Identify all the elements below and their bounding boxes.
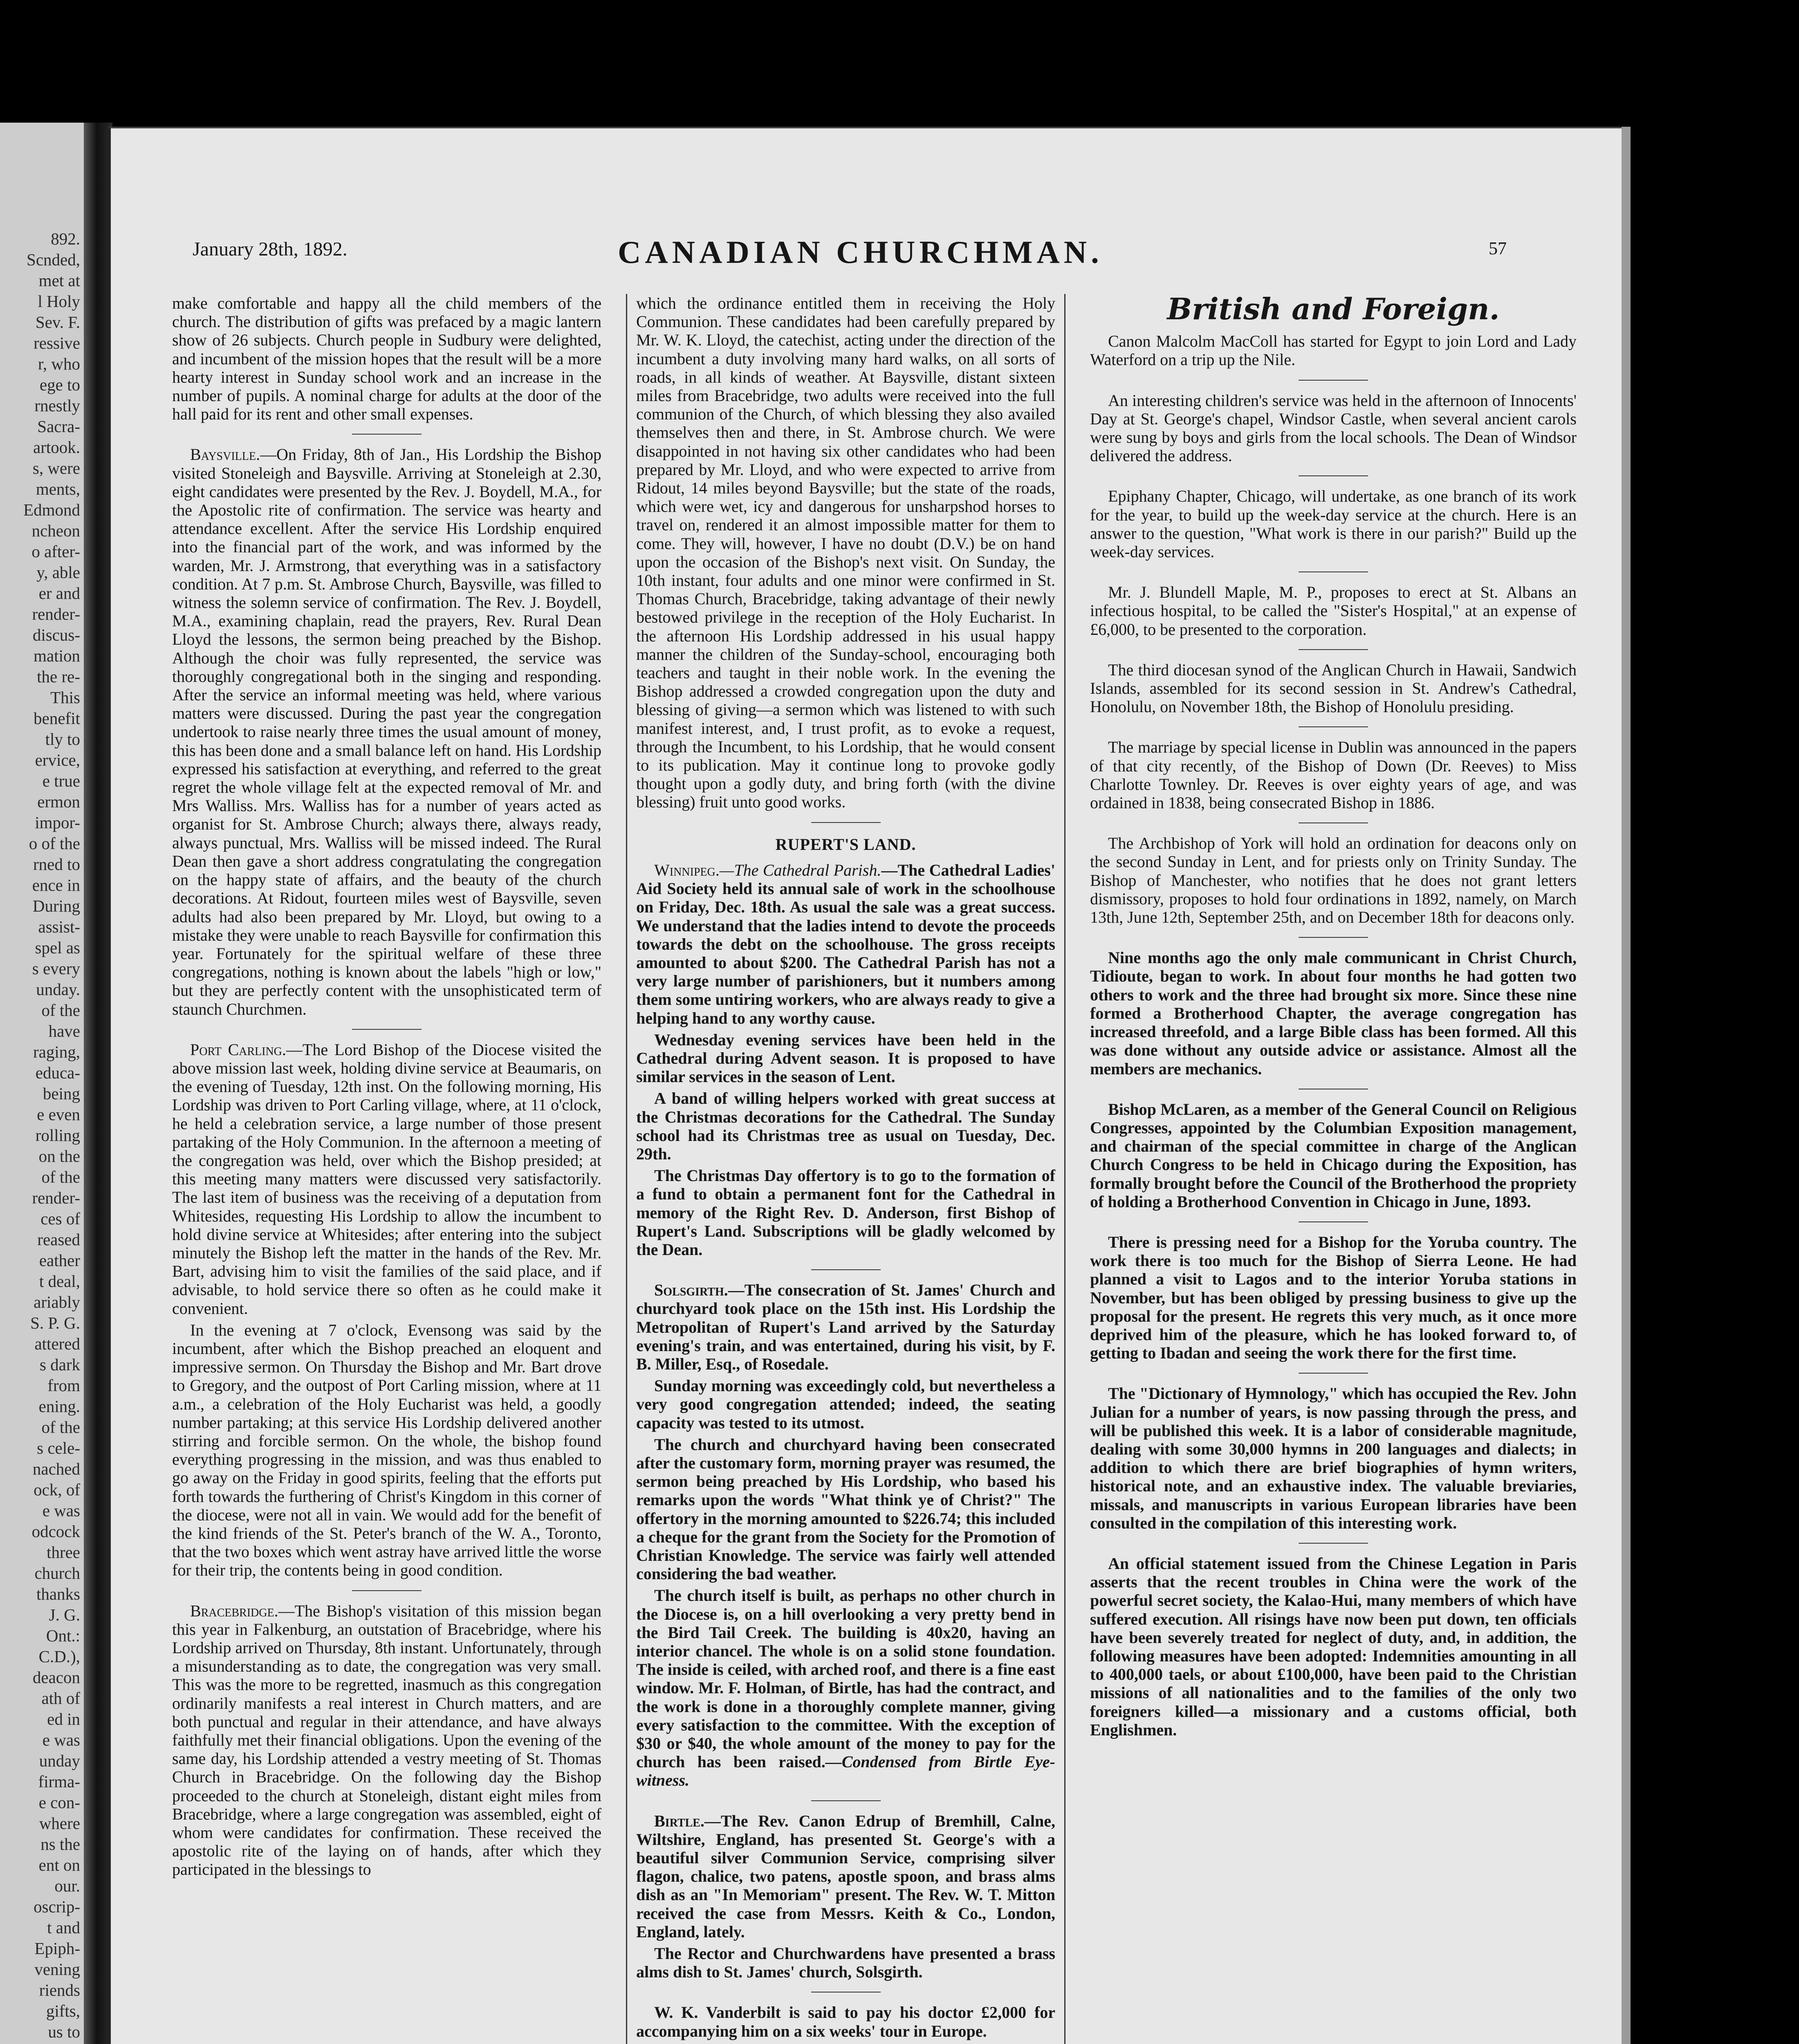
- left-page-text-fragment: where: [39, 1814, 80, 1833]
- page-header: [111, 128, 1622, 300]
- divider: [811, 1269, 881, 1270]
- place-name: Winnipeg.: [654, 861, 720, 879]
- place-name: Solsgirth.: [654, 1281, 728, 1300]
- left-page-text-fragment: render-: [32, 1188, 80, 1207]
- left-page-text-fragment: s, were: [32, 459, 80, 477]
- left-page-text-fragment: o after-: [31, 542, 80, 561]
- left-page-text-fragment: us to: [48, 2022, 80, 2041]
- left-page-text-fragment: ermon: [37, 792, 80, 811]
- left-page-text-fragment: raging,: [33, 1042, 80, 1061]
- article-paragraph: make comfortable and happy all the child members of the church. The distribution of gifts was prefaced by a magic lantern show of 26 subjects. Church people in Sudbury were delighted, and incumbent of the mission hopes that the result will be a more hearty interest in Sunday school work and an increase in the number of pupils. A nominal charge for adults at the door of the hall paid for its rent and other small expenses.: [172, 294, 601, 424]
- article-text: —The consecration of St. James' Church and churchyard took place on the 15th inst. His Lordship the Metropolitan of Rupert's Land arrived by the Saturday evening's train, and was entertained, during his visit, by F. B. Miller, Esq., of Rosedale.: [636, 1281, 1055, 1373]
- left-page-text-fragment: discus-: [32, 625, 80, 644]
- left-page-text-fragment: e even: [37, 1105, 80, 1124]
- article-paragraph: [636, 1812, 1055, 1941]
- article-text: —The Rev. Canon Edrup of Bremhill, Calne, Wiltshire, England, has presented St. George's with a beautiful silver Communion Service, comprising silver flagon, chalice, two patens, apostle spoon, and brass alms dish as an "In Memoriam" present. The Rev. W. T. Mitton received the case from Messrs. Keith & Co., London, England, lately.: [636, 1811, 1055, 1941]
- news-item: The marriage by special license in Dublin was announced in the papers of that city recently, of the Bishop of Down (Dr. Reeves) to Miss Charlotte Townley. Dr. Reeves is over eighty years of age, and was ordained in 1838, being consecrated Bishop in 1886.: [1090, 738, 1577, 812]
- left-page-text-fragment: three: [47, 1543, 80, 1562]
- left-page-text-fragment: ege to: [39, 375, 80, 394]
- left-page-text-fragment: oscrip-: [34, 1897, 80, 1916]
- left-page-text-fragment: the re-: [37, 667, 80, 686]
- left-page-text-fragment: ence in: [32, 876, 80, 894]
- news-items: [1090, 332, 1577, 1739]
- left-page-text-fragment: 892.: [51, 229, 80, 248]
- column-3: [1090, 294, 1577, 2044]
- left-page-text-fragment: e con-: [38, 1793, 80, 1812]
- news-item: An interesting children's service was held in the afternoon of Innocents' Day at St. George's chapel, Windsor Castle, when several ancient carols were sung by boys and girls from the local schools. The Dean of Windsor delivered the address.: [1090, 391, 1577, 465]
- left-page-text-fragment: rolling: [35, 1126, 80, 1145]
- place-name: Birtle.: [654, 1811, 704, 1830]
- news-item: There is pressing need for a Bishop for the Yoruba country. The work there is too much for the Bishop of Sierra Leone. He had planned a visit to Lagos and to the interior Yoruba stations in November, but has been obliged by pressing business to give up the proposal for the present. He regrets this very much, as it once more deprived him of the pleasure, which he has looked forward to, of getting to Ibadan and seeing the work there for the first time.: [1090, 1233, 1577, 1363]
- article-subtitle: —The Cathedral Parish.: [719, 861, 882, 879]
- left-page-text-fragment: ments,: [36, 480, 80, 498]
- left-page-text-fragment: from: [47, 1376, 80, 1395]
- left-page-text-fragment: firma-: [38, 1772, 80, 1791]
- divider: [1299, 649, 1368, 650]
- news-item: Epiphany Chapter, Chicago, will undertake, as one branch of its work for the year, to build up the week-day service at the church. Here is an answer to the question, "What work is there in our parish?" Build up the week-day services.: [1090, 487, 1577, 561]
- article-paragraph: [172, 445, 601, 1018]
- left-page-text-fragment: rnestly: [34, 396, 80, 415]
- left-page-text-fragment: ed in: [47, 1710, 80, 1728]
- left-page-text-fragment: ening.: [38, 1397, 80, 1416]
- left-page-text-fragment: Edmond: [23, 500, 80, 519]
- left-page-text-fragment: on the: [38, 1147, 80, 1165]
- left-page-text-fragment: Sev. F.: [35, 313, 80, 332]
- article-paragraph: In the evening at 7 o'clock, Evensong was said by the incumbent, after which the Bishop preached an eloquent and impressive sermon. On Thursday the Bishop and Mr. Bart drove to Gregory, and the outpost of Port Carling mission, where at 11 a.m., a celebration of the Holy Eucharist was held, a goodly number partaking; at this service His Lordship delivered another stirring and forcible sermon. On the whole, the bishop found everything progressing in the mission, and was thus enabled to go away on the Friday in good spirits, feeling that the efforts put forth towards the furthering of Christ's Kingdom in this corner of the diocese, were not all in vain. We would add for the benefit of the kind friends of the St. Peter's branch of the W. A., Toronto, that the two boxes which went astray have arrived little the worse for their trip, the contents being in good condition.: [172, 1320, 601, 1580]
- left-page-text-fragment: impor-: [35, 813, 80, 832]
- left-page-text-fragment: y, able: [36, 563, 80, 582]
- divider: [1299, 1221, 1368, 1222]
- news-item: Mr. J. Blundell Maple, M. P., proposes to erect at St. Albans an infectious hospital, to be called the "Sister's Hospital," at an expense of £6,000, to be presented to the corporation.: [1090, 583, 1577, 639]
- article-text: —On Friday, 8th of Jan., His Lordship the Bishop visited Stoneleigh and Baysville. Arriving at Stoneleigh at 2.30, eight candidates were presented by the Rev. J. Boydell, M.A., for the Apostolic rite of confirmation. The service was hearty and attendance excellent. After the service His Lordship enquired into the financial part of the work, and was informed by the warden, Mr. J. Armstrong, that everything was in a satisfactory condition. At 7 p.m. St. Ambrose Church, Baysville, was filled to witness the solemn service of confirmation. The Rev. J. Boydell, M.A., examining chaplain, read the prayers, Rev. Rural Dean Lloyd the lessons, the sermon being preached by the Bishop. Although the choir was fully represented, the service was thoroughly congregational both in the singing and responding. After the service an informal meeting was held, where various matters were discussed. During the past year the congregation undertook to raise nearly three times the usual amount of money, this has been done and a small balance left on hand. His Lordship expressed his satisfaction at everything, and referred to the great regret the whole village felt at the expected removal of Mr. and Mrs Walliss. Mrs. Walliss has for a number of years acted as organist for St. Ambrose Church; always there, always ready, always punctual, Mrs. Walliss will be missed indeed. The Rural Dean then gave a short address congratulating the congregation on the happy state of affairs, and the beauty of the church decorations. At Ridout, fourteen miles west of Baysville, seven adults had also been prepared by Mr. Lloyd, but owing to a mistake they were unable to reach Baysville for confirmation this year. Fortunately for the spiritual welfare of these three congregations, nothing is known about the labels "high or low," but they are perfectly content with the unsophisticated term of staunch Churchmen.: [172, 445, 601, 1018]
- left-page-text-fragment: t deal,: [39, 1272, 80, 1291]
- column-2: [626, 294, 1065, 2044]
- divider: [811, 822, 881, 823]
- left-page-text-fragment: ariably: [34, 1293, 80, 1311]
- masthead-title: CANADIAN CHURCHMAN.: [618, 234, 1103, 270]
- divider: [1299, 1543, 1368, 1544]
- left-page-text-fragment: ent on: [38, 1856, 80, 1874]
- left-page-text-fragment: e was: [42, 1730, 80, 1749]
- article-paragraph: [172, 1602, 601, 1879]
- left-page-text-fragment: eather: [39, 1251, 80, 1270]
- left-page-text-fragment: s dark: [39, 1355, 80, 1374]
- divider: [352, 434, 422, 435]
- left-page-text-fragment: vening: [34, 1960, 80, 1979]
- left-page-text-fragment: Ont.:: [46, 1626, 80, 1645]
- news-item: Bishop McLaren, as a member of the General Council on Religious Congresses, appointed by the Columbian Exposition management, and chairman of the special committee in charge of the Anglican Church Congress to be held in Chicago during the Exposition, has formally brought before the Council of the Brotherhood the propriety of holding a Brotherhood Convention in Chicago in June, 1893.: [1090, 1100, 1577, 1211]
- divider: [1299, 937, 1368, 938]
- article-paragraph: W. K. Vanderbilt is said to pay his doctor £2,000 for accompanying him on a six weeks' tour in Europe.: [636, 2003, 1055, 2040]
- left-page-text-fragment: of the: [41, 1168, 80, 1186]
- left-page-text-fragment: have: [48, 1022, 80, 1040]
- left-page-text-fragment: r, who: [38, 354, 80, 373]
- divider: [1299, 475, 1368, 476]
- article-paragraph: The Rector and Churchwardens have presented a brass alms dish to St. James' church, Solsgirth.: [636, 1944, 1055, 1981]
- article-text: —The Bishop's visitation of this mission began this year in Falkenburg, an outstation of Bracebridge, where his Lordship arrived on Thursday, 8th instant. Unfortunately, through a misunderstanding as to date, the congregation was very small. This was the more to be regretted, inasmuch as this congregation ordinarily manifests a real interest in Church matters, and are both punctual and regular in their attendance, and have always faithfully met their financial obligations. Upon the evening of the same day, his Lordship attended a vestry meeting of St. Thomas Church in Bracebridge. On the following day the Bishop proceeded to the church at Stoneleigh, distant eight miles from Bracebridge, where a large congregation was assembled, eight of whom were candidates for confirmation. These received the apostolic rite of the laying on of hands, after which they participated in the blessings to: [172, 1601, 601, 1879]
- left-page-text-fragment: ath of: [41, 1689, 80, 1708]
- left-page-text-fragment: render-: [32, 605, 80, 623]
- news-item: The "Dictionary of Hymnology," which has occupied the Rev. John Julian for a number of years, is now passing through the press, and will be published this week. It is a labor of considerable magnitude, dealing with some 30,000 hymns in 200 languages and dialects; in addition to which there are brief biographies of hymn writers, historical note, and an exhaustive index. The valuable breviaries, missals, and manuscripts in various European libraries have been consulted in the compilation of this interesting work.: [1090, 1384, 1577, 1532]
- section-heading: British and Foreign.: [1167, 294, 1500, 326]
- left-page-text-fragment: er and: [38, 584, 80, 603]
- left-page-text-fragment: benefit: [34, 709, 80, 728]
- left-page-text-fragment: unday: [39, 1751, 80, 1770]
- left-page-text-fragment: our.: [54, 1876, 80, 1895]
- left-page-text-fragment: s cele-: [37, 1439, 80, 1457]
- divider: [1299, 1373, 1368, 1374]
- left-page-text-fragment: unday.: [36, 980, 80, 999]
- section-heading: RUPERT'S LAND.: [775, 835, 916, 854]
- left-page-text-fragment: Epiph-: [34, 1939, 80, 1958]
- article-paragraph: Wednesday evening services have been held in the Cathedral during Advent season. It is proposed to have similar services in the season of Lent.: [636, 1030, 1055, 1086]
- left-page-text-fragment: Scnded,: [27, 250, 80, 269]
- place-name: Baysville.: [190, 445, 260, 464]
- left-page-edge: [0, 123, 84, 2044]
- left-page-text-fragment: reased: [37, 1230, 80, 1249]
- left-page-text-fragment: deacon: [32, 1668, 80, 1687]
- left-page-text-fragment: spel as: [35, 938, 80, 957]
- divider: [352, 1029, 422, 1030]
- left-page-text-fragment: Sacra-: [37, 417, 80, 436]
- left-page-text-fragment: ces of: [40, 1209, 80, 1228]
- article-paragraph: A band of willing helpers worked with great success at the Christmas decorations for the Cathedral. The Sunday school had its Christmas tree as usual on Tuesday, Dec. 29th.: [636, 1089, 1055, 1163]
- divider: [811, 1800, 881, 1801]
- news-item: An official statement issued from the Chinese Legation in Paris asserts that the recent troubles in China were the work of the powerful secret society, the Kalao-Hui, many members of which have suffered execution. All risings have now been put down, ten officials have been severely treated for neglect of duty, and, in addition, the following measures have been adopted: Indemnities amounting in all to 400,000 taels, or about £100,000, have been paid to the Christian missions of all nationalities and to the families of the only two foreigners killed—a missionary and a customs official, both Englishmen.: [1090, 1554, 1577, 1739]
- left-page-text-fragment: attered: [34, 1334, 80, 1353]
- left-page-text-fragment: rned to: [33, 855, 80, 874]
- left-page-text-fragment: church: [34, 1564, 80, 1582]
- left-page-text-fragment: thanks: [36, 1585, 80, 1603]
- left-page-text-fragment: C.D.),: [38, 1647, 80, 1666]
- article-paragraph: which the ordinance entitled them in receiving the Holy Communion. These candidates had been carefully prepared by Mr. W. K. Lloyd, the catechist, acting under the direction of the incumbent a duty involving many hard walks, on all sorts of roads, in all kinds of weather. At Baysville, distant sixteen miles from Bracebridge, two adults were received into the full communion of the Church, of which blessing they also availed themselves then and there, in St. Ambrose church. We were disappointed in not having six other candidates who had been prepared by Mr. Lloyd, and who were expected to arrive from Ridout, 14 miles beyond Baysville; but the state of the roads, which were wet, icy and dangerous for unsharpshod horses to travel on, rendered it an almost impossible matter for them to come. They will, however, I have no doubt (D.V.) be on hand upon the occasion of the Bishop's next visit. On Sunday, the 10th instant, four adults and one minor were confirmed in St. Thomas Church, Bracebridge, taking advantage of their newly bestowed privilege in the reception of the Holy Eucharist. In the afternoon His Lordship addressed in his usual happy manner the children of the Sunday-school, encouraging both teachers and taught in their noble work. In the evening the Bishop addressed a crowded congregation upon the duty and blessing of giving—a sermon which was listened to with such manifest interest, and, I trust profit, as to evoke a request, through the Incumbent, to his Lordship, that he would consent to its publication. May it continue long to provoke godly thought upon a godly duty, and bring forth (with the divine blessing) fruit unto good works.: [636, 294, 1055, 811]
- article-paragraph: The Christmas Day offertory is to go to the formation of a fund to obtain a permanent font for the Cathedral in memory of the Right Rev. D. Anderson, first Bishop of Rupert's Land. Subscriptions will be gladly welcomed by the Dean.: [636, 1166, 1055, 1259]
- left-page-text-fragment: odcock: [31, 1522, 80, 1541]
- article-credit: —Condensed from Birtle Eye-witness.: [636, 1753, 1055, 1790]
- issue-date: January 28th, 1892.: [193, 238, 348, 260]
- news-item: The third diocesan synod of the Anglican Church in Hawaii, Sandwich Islands, assembled for its second session in St. Andrew's Cathedral, Honolulu, on November 18th, the Bishop of Honolulu presiding.: [1090, 660, 1577, 716]
- article-paragraph: [172, 1040, 601, 1318]
- left-page-text-fragment: met at: [38, 271, 80, 290]
- place-name: Bracebridge.: [190, 1601, 278, 1620]
- left-page-text-fragment: e was: [42, 1501, 80, 1520]
- left-page-text-fragment: ns the: [40, 1835, 80, 1853]
- left-page-text-fragment: ervice,: [35, 751, 80, 769]
- left-page-text-fragment: assist-: [38, 917, 80, 936]
- article-paragraph: [636, 1281, 1055, 1373]
- left-page-text-fragment: educa-: [35, 1063, 80, 1082]
- left-page-text-fragment: During: [32, 896, 80, 915]
- left-page-text-fragment: o of the: [29, 834, 80, 853]
- left-page-text-fragment: e true: [42, 771, 80, 790]
- left-page-text-fragment: s every: [32, 959, 80, 978]
- left-page-text-fragment: l Holy: [38, 292, 80, 311]
- place-name: Port Carling.: [190, 1040, 286, 1059]
- divider: [1299, 380, 1368, 381]
- left-page-text-fragment: ressive: [34, 334, 80, 352]
- news-item: The Archbishop of York will hold an ordination for deacons only on the second Sunday in Lent, and for priests only on Trinity Sunday. The Bishop of Manchester, who notifies that he does not grant letters dismissory, proposes to hold four ordinations in 1892, namely, on March 13th, June 12th, September 25th, and on December 18th for deacons only.: [1090, 834, 1577, 927]
- article-text: —The Cathedral Ladies' Aid Society held its annual sale of work in the schoolhouse on Friday, Dec. 18th. As usual the sale was a great success. We understand that the ladies intend to devote the proceeds towards the debt on the schoolhouse. The gross receipts amounted to about $200. The Cathedral Parish has not a very large number of parishioners, but it numbers among them some untiring workers, who are always ready to give a helping hand to any worthy cause.: [636, 861, 1055, 1027]
- left-page-text-fragment: S. P. G.: [30, 1313, 80, 1332]
- left-page-text-fragment: mation: [34, 646, 80, 665]
- article-text: The church itself is built, as perhaps no other church in the Diocese is, on a hill overlooking a very pretty bend in the Bird Tail Creek. The building is 40x20, having an interior chancel. The whole is on a solid stone foundation. The inside is ceiled, with arched roof, and there is a fine east window. Mr. F. Holman, of Birtle, has had the contract, and the work is done in a thoroughly complete manner, giving every satisfaction to the committee. With the exception of $30 or $40, the whole amount of the money to pay for the church has been raised.: [636, 1586, 1055, 1771]
- divider: [352, 1590, 422, 1591]
- page-number: 57: [1489, 238, 1507, 258]
- left-page-text-fragment: ock, of: [34, 1480, 80, 1499]
- newspaper-page: [108, 127, 1622, 2044]
- article-text: —The Lord Bishop of the Diocese visited the above mission last week, holding divine service at Beaumaris, on the evening of Tuesday, 12th inst. On the following morning, His Lordship was driven to Port Carling village, where, at 11 o'clock, he held a celebration service, a large number of those present partaking of the Holy Communion. In the afternoon a meeting of the congregation was held, over which the Bishop presided; at this meeting many matters were discussed very satisfactorily. The last item of business was the receiving of a deputation from Whitesides, requesting His Lordship to allow the incumbent to hold divine service at Whitesides; after entering into the subject minutely the Bishop left the matter in the hands of the Rev. Mr. Bart, advising him to visit the families of the said place, and if advisable, to hold service there so often as he could make it convenient.: [172, 1040, 601, 1318]
- left-page-text-fragment: nached: [32, 1459, 80, 1478]
- article-paragraph: [636, 861, 1055, 1027]
- article-paragraph: Sunday morning was exceedingly cold, but nevertheless a very good congregation attended; indeed, the seating capacity was tested to its utmost.: [636, 1376, 1055, 1432]
- left-page-text-fragment: of the: [41, 1418, 80, 1437]
- left-page-text-fragment: being: [43, 1084, 80, 1103]
- left-page-text-fragment: artook.: [33, 438, 80, 457]
- article-paragraph: The church and churchyard having been consecrated after the customary form, morning prayer was resumed, the sermon being preached by His Lordship, who based his remarks upon the words "What think ye of Christ?" The offertory in the morning amounted to $226.74; this included a cheque for the grant from the Society for the Promotion of Christian Knowledge. The service was fairly well attended considering the bad weather.: [636, 1435, 1055, 1583]
- left-page-text-fragment: This: [50, 688, 80, 707]
- divider: [1299, 726, 1368, 727]
- left-page-text-fragment: tly to: [45, 730, 80, 749]
- left-page-text-fragment: ncheon: [31, 521, 80, 540]
- left-page-text-fragment: t and: [47, 1918, 80, 1937]
- left-page-text-fragment: J. G.: [49, 1605, 80, 1624]
- news-item: Nine months ago the only male communicant in Christ Church, Tidioute, began to work. In about four months he had gotten two others to work and the three had brought six more. Since these nine formed a Brotherhood Chapter, the average congregation has increased threefold, and a large Bible class has been formed. All this was done without any outside advice or assistance. Almost all the members are mechanics.: [1090, 948, 1577, 1078]
- left-page-text-fragment: of the: [41, 1001, 80, 1020]
- column-1: [172, 294, 601, 2044]
- article-paragraph: [636, 1586, 1055, 1789]
- left-page-text-fragment: riends: [39, 1981, 80, 1999]
- left-page-text-fragment: gifts,: [46, 2001, 80, 2020]
- news-item: Canon Malcolm MacColl has started for Egypt to join Lord and Lady Waterford on a trip up the Nile.: [1090, 332, 1577, 369]
